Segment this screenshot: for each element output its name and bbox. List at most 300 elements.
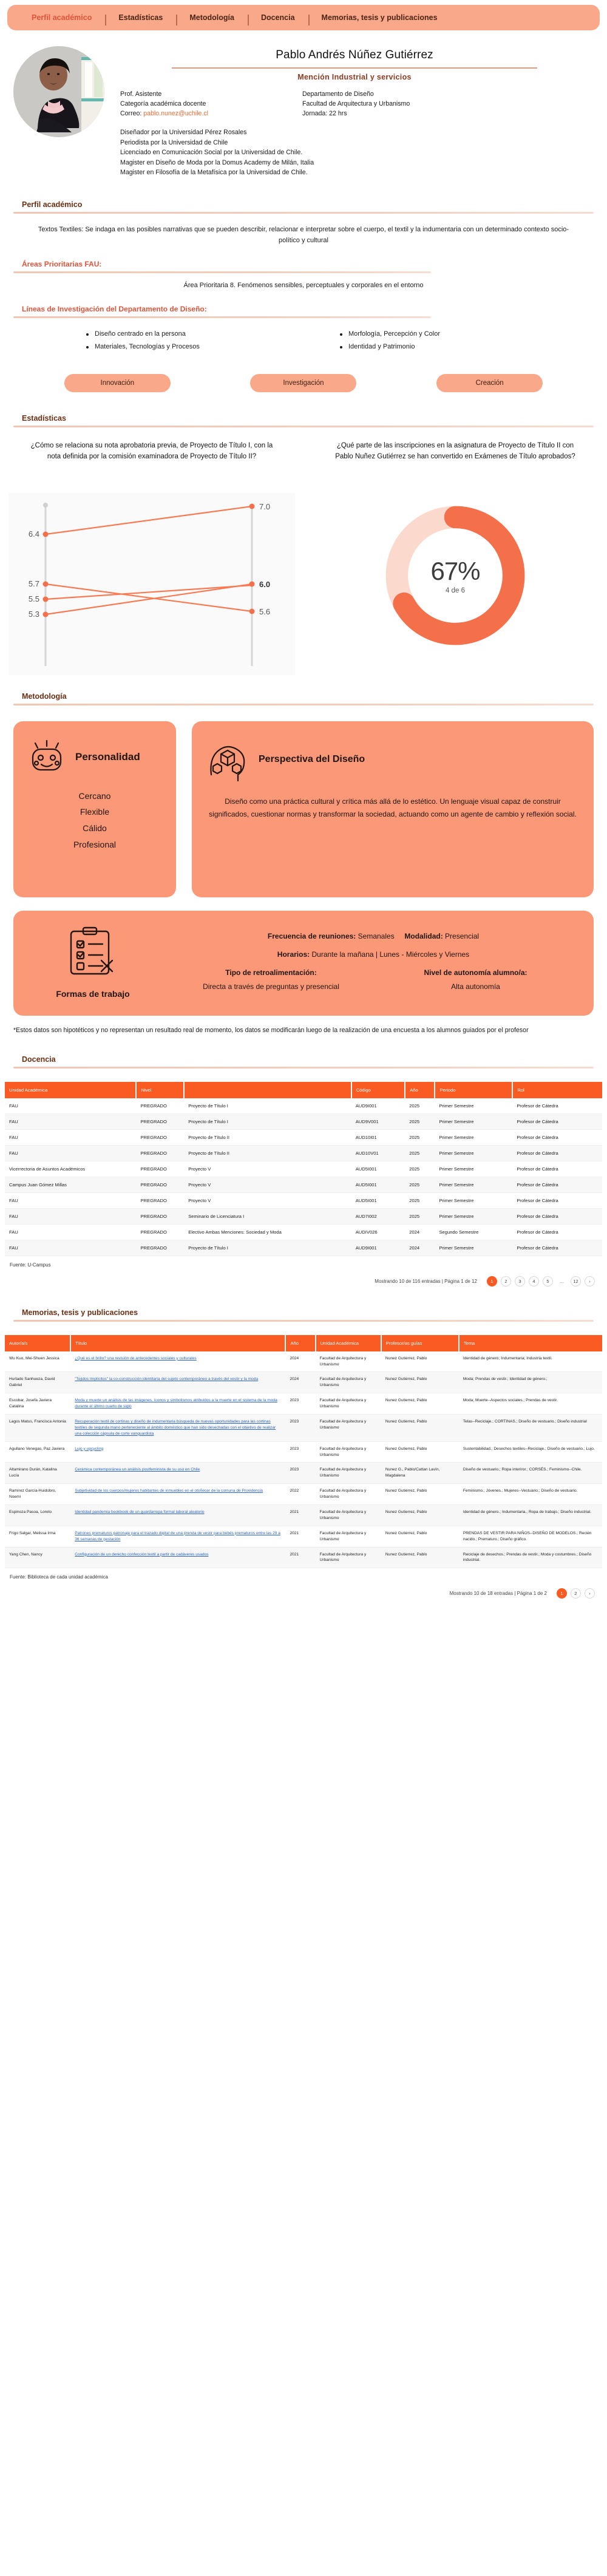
cell-tema: Diseño de vestuario.; Ropa interiror.; CORSÉS.; Feminismo--Chile. — [463, 1467, 582, 1472]
cell-anio: 2023 — [290, 1467, 299, 1472]
page-button-2[interactable]: 2 — [571, 1588, 581, 1599]
memorias-pagination-info: Mostrando 10 de 18 entradas | Página 1 de 2 — [449, 1591, 547, 1597]
autonomia-block — [373, 968, 578, 992]
table-header-row — [5, 1082, 602, 1098]
horarios-value: Durante la mañana | Lunes - Miércoles y Viernes — [311, 950, 470, 959]
table-row[interactable] — [5, 1505, 602, 1526]
section-metodologia — [0, 691, 607, 705]
cell-tema: Identidad de género; Indumentaria; Industria textil. — [463, 1356, 552, 1361]
table-cell: AUD5I001 — [355, 1197, 377, 1203]
personalidad-word: Profesional — [73, 839, 117, 849]
areas-text: Área Prioritaria 8. Fenómenos sensibles, perceptuales y corporales en el entorno — [183, 281, 424, 289]
table-cell: FAU — [9, 1150, 18, 1156]
profile-department: Departamento de Diseño — [302, 90, 374, 98]
nav-tab-memorias[interactable]: Memorias, tesis y publicaciones — [308, 13, 451, 22]
cell-titulo[interactable] — [70, 1526, 285, 1547]
table-cell: Profesor de Cátedra — [517, 1245, 558, 1251]
section-perfil-academico — [0, 199, 607, 214]
section-areas — [0, 260, 607, 289]
cell-tema: Moda; Muerte--Aspectos sociales.; Prendas de vestir. — [463, 1398, 558, 1403]
nav-tab-perfil-academico[interactable]: Perfil académico — [32, 13, 92, 22]
cell-anio: 2023 — [290, 1446, 299, 1451]
table-cell: Primer Semestre — [439, 1197, 474, 1203]
table-cell: PREGRADO — [140, 1245, 167, 1251]
profile-meta — [120, 89, 589, 118]
col-unidad-academica[interactable]: Unidad Académica — [5, 1082, 136, 1098]
horarios-row — [169, 950, 578, 959]
personalidad-word: Flexible — [80, 807, 110, 817]
col-anio[interactable]: Año — [285, 1335, 315, 1351]
card-personalidad-words — [27, 788, 163, 852]
section-rule — [13, 426, 594, 427]
cell-titulo[interactable] — [70, 1351, 285, 1372]
memoria-title-link[interactable]: Recuperación textil de cortinas y diseño de indumentaria búsqueda de nuevas oportunidades para las cortinas textiles de segunda mano perteneciente al ámbito doméstico que han sido desechadas con el objetivo de realizar una colección cápsula de corte vanguardista — [75, 1419, 276, 1436]
cell-titulo[interactable] — [70, 1393, 285, 1415]
table-cell: PREGRADO — [140, 1197, 167, 1203]
col-periodo[interactable]: Periodo — [435, 1082, 512, 1098]
docencia-table-wrap — [5, 1082, 602, 1286]
donut-chart — [312, 478, 599, 673]
cell-titulo[interactable] — [70, 1463, 285, 1484]
bio-line: Diseñador por la Universidad Pérez Rosales — [120, 129, 247, 137]
table-cell: Primer Semestre — [439, 1103, 474, 1109]
cell-autor: Frigo Salgar, Melissa Irma — [9, 1531, 56, 1535]
table-row[interactable] — [5, 1177, 602, 1192]
table-cell: FAU — [9, 1103, 18, 1109]
cell-guias: Nunez Gutierrez, Pablo — [385, 1510, 427, 1515]
cell-anio: 2024 — [290, 1377, 299, 1382]
card-perspectiva-diseno — [192, 721, 594, 897]
table-cell: Profesor de Cátedra — [517, 1134, 558, 1140]
page-button-3[interactable]: 3 — [515, 1276, 525, 1286]
list-item: Morfología, Percepción y Color — [340, 328, 594, 341]
section-estadisticas — [0, 413, 607, 427]
table-cell: Primer Semestre — [439, 1118, 474, 1124]
table-cell: AUD9I001 — [355, 1245, 377, 1251]
table-cell: Profesor de Cátedra — [517, 1197, 558, 1203]
table-cell: Proyecto V — [188, 1197, 211, 1203]
design-perspective-head-icon — [205, 737, 250, 782]
svg-text:5.7: 5.7 — [28, 579, 39, 588]
table-cell: Primer Semestre — [439, 1150, 474, 1156]
avatar-photo — [13, 46, 104, 137]
methodology-note: *Estos datos son hipotéticos y no representan un resultado real de momento, los datos se modificarán luego de la realización de una encuesta a los alumnos guiados por el profesor — [13, 1026, 529, 1034]
cell-guias: Nunez Gutierrez, Pablo — [385, 1531, 427, 1535]
table-cell: 2025 — [409, 1166, 420, 1172]
personality-face-icon — [27, 737, 67, 777]
col-tema[interactable]: Tema — [459, 1335, 602, 1351]
docencia-heading — [13, 1054, 594, 1069]
retroalimentacion-block — [169, 968, 373, 992]
table-row[interactable] — [5, 1463, 602, 1484]
table-cell: Proyecto V — [188, 1166, 211, 1172]
cell-guias: Nunez Gutierrez, Pablo — [385, 1419, 427, 1424]
frecuencia-row — [169, 932, 578, 940]
table-row[interactable] — [5, 1129, 602, 1145]
table-cell: 2025 — [409, 1134, 420, 1140]
lineas-title: Líneas de Investigación del Departamento de Diseño: — [22, 304, 207, 313]
card-personalidad-title: Personalidad — [75, 750, 140, 763]
modalidad-value: Presencial — [445, 931, 480, 940]
table-cell: Segundo Semestre — [439, 1229, 479, 1235]
profile-details — [120, 46, 589, 177]
cell-autor: Altamirano Durán, Katalina Lucía — [9, 1467, 57, 1478]
table-cell: FAU — [9, 1213, 18, 1219]
memorias-heading — [13, 1307, 594, 1322]
email-label: Correo: — [120, 110, 142, 118]
table-cell: Profesor de Cátedra — [517, 1181, 558, 1188]
cell-autor: Ramírez García-Huidobro, Noemi — [9, 1489, 56, 1500]
page-button-2[interactable]: 2 — [501, 1276, 511, 1286]
docencia-source: Fuente: U-Campus — [10, 1262, 51, 1268]
horarios-label: Horarios: — [277, 950, 310, 959]
section-title: Perfil académico — [22, 200, 83, 209]
table-cell: FAU — [9, 1245, 18, 1251]
table-row[interactable] — [5, 1192, 602, 1208]
cell-guias: Nunez Gutierrez, Pablo — [385, 1446, 427, 1451]
bio-line: Magister en Diseño de Moda por la Domus Academy de Milán, Italia — [120, 158, 314, 166]
table-cell: Profesor de Cátedra — [517, 1166, 558, 1172]
slopegraph-svg — [8, 493, 295, 675]
cell-unidad: Facultad de Arquitectura y Urbanismo — [319, 1467, 367, 1478]
table-row[interactable] — [5, 1372, 602, 1393]
perfil-body — [0, 225, 607, 246]
donut-question: ¿Qué parte de las inscripciones en la asignatura de Proyecto de Título II con Pablo Nuñez Gutiérrez se han convertido en Exámenes de Título aprobados? — [335, 441, 575, 460]
table-cell: 2025 — [409, 1213, 420, 1219]
table-row[interactable] — [5, 1393, 602, 1415]
memorias-table — [5, 1335, 602, 1569]
cell-anio: 2022 — [290, 1489, 299, 1494]
col-anio[interactable]: Año — [405, 1082, 435, 1098]
cell-guias: Nunez Gutierrez, Pablo — [385, 1356, 427, 1361]
autonomia-label: Nivel de autonomía alumno/a: — [424, 968, 527, 977]
formas-trabajo-label: Formas de trabajo — [56, 988, 130, 999]
cell-tema: Telas--Reciclaje.; CORTINAS.; Diseño de vestuario.; Diseño industrial — [463, 1419, 587, 1424]
table-cell: PREGRADO — [140, 1166, 167, 1172]
table-cell: Electivo Ambas Menciones: Sociedad y Moda — [188, 1229, 282, 1235]
table-cell: Proyecto de Título I — [188, 1118, 228, 1124]
cell-titulo[interactable] — [70, 1441, 285, 1463]
col-unidad[interactable]: Unidad Académica — [316, 1335, 381, 1351]
col-codigo[interactable]: Código — [351, 1082, 405, 1098]
memorias-thead — [5, 1335, 602, 1351]
perfil-text: Textos Textiles: Se indaga en las posibles narrativas que se pueden describir, relacionar e interpretar sobre el cuerpo, el textil y la indumentaria con un determinado contexto socio-político y cultural — [38, 226, 569, 245]
page-button-1[interactable]: 1 — [557, 1588, 567, 1599]
cell-guias: Nunez G., Pablo/Cattan Lavín, Magdalena — [385, 1467, 440, 1478]
section-title: Memorias, tesis y publicaciones — [22, 1308, 138, 1317]
memoria-title-link[interactable]: "Tejidos Implícitos" la co-construcción identitaria del sujeto contemporáneo a través del vestir y la moda — [75, 1377, 259, 1382]
docencia-thead — [5, 1082, 602, 1098]
svg-text:5.5: 5.5 — [28, 594, 39, 603]
donut-center-labels — [430, 557, 480, 594]
category-pills — [24, 374, 583, 392]
section-title: Metodología — [22, 692, 67, 701]
methodology-cards — [13, 721, 594, 897]
table-row[interactable] — [5, 1547, 602, 1568]
docencia-pagination-info: Mostrando 10 de 116 entradas | Página 1 de 12 — [375, 1278, 477, 1284]
profile-email-row — [120, 109, 302, 118]
lineas-rule — [13, 316, 431, 318]
email-link[interactable]: pablo.nunez@uchile.cl — [143, 110, 209, 118]
table-cell: 2024 — [409, 1245, 420, 1251]
memoria-title-link[interactable]: Identidad pandemia bookbook de un guardarropa formal laboral aleatorio — [75, 1510, 205, 1515]
col-titulo[interactable]: Título — [70, 1335, 285, 1351]
page-button-5[interactable]: 5 — [543, 1276, 553, 1286]
svg-text:7.0: 7.0 — [259, 501, 271, 511]
table-cell: Primer Semestre — [439, 1134, 474, 1140]
table-cell: 2025 — [409, 1118, 420, 1124]
profile-header — [0, 30, 607, 183]
table-cell: Vicerrectoria de Asuntos Académicos — [9, 1166, 86, 1172]
formas-trabajo-split — [169, 968, 578, 992]
page-button-4[interactable]: 4 — [529, 1276, 539, 1286]
table-cell: Profesor de Cátedra — [517, 1150, 558, 1156]
section-rule — [13, 1067, 594, 1069]
profile-rank: Prof. Asistente — [120, 90, 162, 98]
cell-titulo[interactable] — [70, 1415, 285, 1442]
profile-mencion: Mención Industrial y servicios — [297, 73, 412, 81]
table-cell: Primer Semestre — [439, 1245, 474, 1251]
cell-guias: Nunez Gutierrez, Pablo — [385, 1489, 427, 1494]
table-row[interactable] — [5, 1145, 602, 1161]
table-cell: Campus Juan Gómez Millas — [9, 1181, 67, 1188]
memoria-title-link[interactable]: Subjetividad de los cuerpos/mujeres habitantes de inmuebles en el otoñecer de la comuna de Providencia — [75, 1489, 263, 1494]
section-title: Estadísticas — [22, 413, 66, 423]
bio-line: Magister en Filosofía de la Metafísica por la Universidad de Chile. — [120, 168, 308, 176]
table-cell: PREGRADO — [140, 1103, 167, 1109]
table-row[interactable] — [5, 1161, 602, 1177]
section-memorias — [0, 1307, 607, 1322]
cell-autor: Yang Chen, Nancy — [9, 1552, 42, 1557]
cell-autor: Lagos Matus, Francisca Antonia — [9, 1419, 66, 1424]
table-cell: 2024 — [409, 1229, 420, 1235]
card-personalidad-header — [27, 737, 163, 777]
cell-anio: 2024 — [290, 1356, 299, 1361]
col-asignatura[interactable] — [184, 1082, 351, 1098]
docencia-table — [5, 1082, 602, 1256]
col-nivel[interactable]: Nivel — [136, 1082, 184, 1098]
avatar — [13, 46, 104, 137]
cell-tema: Moda; Prendas de vestir.; Identidad de género.; — [463, 1377, 548, 1382]
table-cell: FAU — [9, 1134, 18, 1140]
table-cell: Primer Semestre — [439, 1166, 474, 1172]
cell-tema: Identidad de género.; Indumentaria.; Ropa de trabajo.; Diseño industrial. — [463, 1510, 591, 1515]
table-cell: Proyecto de Título I — [188, 1103, 228, 1109]
lineas-list — [13, 328, 594, 353]
cell-tema: Reciclaje de desechos.; Prendas de vestir.; Moda y costumbres.; Diseño industrial. — [463, 1552, 592, 1563]
title-divider — [172, 67, 537, 69]
cell-unidad: Facultad de Arquitectura y Urbanismo — [319, 1489, 367, 1500]
cell-titulo[interactable] — [70, 1484, 285, 1505]
cell-autor: Wu Kuo, Mei-Shuen Jessica — [9, 1356, 59, 1361]
table-cell: Proyecto de Título I — [188, 1245, 228, 1251]
cell-guias: Nunez Gutierrez, Pablo — [385, 1377, 427, 1382]
cell-autor: Escobar, Josefa Javiera Catalina — [9, 1398, 52, 1409]
clipboard-checklist-icon — [64, 925, 122, 980]
profile-hours: Jornada: 22 hrs — [302, 110, 347, 118]
areas-title: Áreas Prioritarias FAU: — [22, 259, 102, 268]
slopegraph-question: ¿Cómo se relaciona su nota aprobatoria previa, de Proyecto de Título I, con la nota definida por la comisión examinadora de Proyecto de Título II? — [30, 441, 273, 460]
memoria-title-link[interactable]: ¿Qué es el brillo? una revisión de antecedentes sociales y culturales — [75, 1356, 197, 1361]
memoria-title-link[interactable]: Cerámica contemporánea un análisis postfeminista de su uso en Chile — [75, 1467, 200, 1472]
table-cell: AUD9I001 — [355, 1103, 377, 1109]
section-rule — [13, 212, 594, 214]
list-item: Materiales, Tecnologías y Procesos — [86, 341, 340, 353]
table-row[interactable] — [5, 1415, 602, 1442]
cell-anio: 2023 — [290, 1419, 299, 1424]
nav-tab-docencia[interactable]: Docencia — [248, 13, 308, 22]
slopegraph-chart — [8, 493, 295, 675]
table-cell: AUD7I002 — [355, 1213, 377, 1219]
profile-rank-caption: Categoría académica docente — [120, 100, 206, 108]
next-page-button[interactable]: › — [585, 1276, 595, 1286]
cell-titulo[interactable] — [70, 1372, 285, 1393]
table-cell: Seminario de Licenciatura I — [188, 1213, 245, 1219]
table-cell: AUD10V01 — [355, 1150, 379, 1156]
svg-text:6.4: 6.4 — [28, 529, 39, 539]
table-row[interactable] — [5, 1484, 602, 1505]
cell-unidad: Facultad de Arquitectura y Urbanismo — [319, 1552, 367, 1563]
cell-autor: Espinoza Pasoa, Loreto — [9, 1510, 52, 1515]
page-ellipsis: … — [557, 1276, 567, 1286]
svg-text:5.3: 5.3 — [28, 609, 39, 619]
page-button-12[interactable]: 12 — [571, 1276, 581, 1286]
docencia-pagination — [5, 1276, 595, 1286]
pill-innovacion[interactable]: Innovación — [64, 374, 171, 392]
donut-panel — [304, 441, 607, 675]
table-cell: AUD5I001 — [355, 1166, 377, 1172]
card-perspectiva-text: Diseño como una práctica cultural y crítica más allá de lo estético. Un lenguaje visual capaz de construir significados, cuestionar normas y transformar la sociedad, actuando como un agente de cambio y reflexión social. — [209, 797, 577, 818]
cell-unidad: Facultad de Arquitectura y Urbanismo — [319, 1377, 367, 1388]
nav-tab-metodologia[interactable]: Metodología — [176, 13, 248, 22]
cell-titulo[interactable] — [70, 1547, 285, 1568]
table-cell: Proyecto de Título II — [188, 1134, 230, 1140]
memorias-source: Fuente: Biblioteca de cada unidad académica — [10, 1574, 108, 1580]
memoria-title-link[interactable]: Patrones prematuros patronaje para el trazado digital de una prenda de vestir para bebés prematuros entre las 29 a 36 semanas de gestación — [75, 1531, 280, 1541]
memoria-title-link[interactable]: Lujo y upcycling — [75, 1446, 104, 1451]
table-cell: PREGRADO — [140, 1181, 167, 1188]
cell-titulo[interactable] — [70, 1505, 285, 1526]
section-title: Docencia — [22, 1055, 56, 1064]
table-cell: 2025 — [409, 1103, 420, 1109]
frecuencia-label: Frecuencia de reuniones: — [267, 931, 356, 940]
table-cell: 2025 — [409, 1197, 420, 1203]
formas-trabajo-right — [169, 932, 578, 992]
cell-tema: Sustentabilidad.; Desechos textiles--Reciclaje.; Diseño de vestuario.; Lujo. — [463, 1446, 595, 1451]
cell-tema: PRENDAS DE VESTIR PARA NIÑOS--DISEÑO DE MODELOS.; Recién nacido.; Prematuro.; Diseño gráfico. — [463, 1531, 592, 1541]
table-cell: AUDIV026 — [355, 1229, 378, 1235]
bio-line: Licenciado en Comunicación Social por la Universidad de Chile. — [120, 149, 303, 157]
main-navigation — [7, 5, 600, 30]
table-cell: Proyecto de Título II — [188, 1150, 230, 1156]
memorias-table-wrap — [5, 1335, 602, 1599]
table-cell: 2025 — [409, 1181, 420, 1188]
memorias-tbody — [5, 1351, 602, 1568]
cell-guias: Nunez Gutierrez, Pablo — [385, 1552, 427, 1557]
modalidad-label: Modalidad: — [404, 931, 443, 940]
pill-creacion[interactable]: Creación — [436, 374, 543, 392]
table-row[interactable] — [5, 1098, 602, 1114]
formas-trabajo-left — [29, 925, 157, 999]
cell-anio: 2023 — [290, 1398, 299, 1403]
pill-investigacion[interactable]: Investigación — [250, 374, 356, 392]
table-cell: AUD9V001 — [355, 1118, 379, 1124]
page-button-1[interactable]: 1 — [487, 1276, 497, 1286]
docencia-tbody — [5, 1098, 602, 1256]
section-docencia — [0, 1054, 607, 1069]
memoria-title-link[interactable]: Configuración de un derecho confección textil a partir de cadáveres usados — [75, 1552, 209, 1557]
slopegraph-panel — [0, 441, 304, 675]
table-cell: PREGRADO — [140, 1229, 167, 1235]
cell-autor: Hurtado Sanhueza, David Gabriel — [9, 1377, 55, 1388]
table-cell: FAU — [9, 1229, 18, 1235]
cell-unidad: Facultad de Arquitectura y Urbanismo — [319, 1531, 367, 1541]
table-cell: Profesor de Cátedra — [517, 1213, 558, 1219]
col-rol[interactable]: Rol — [512, 1082, 602, 1098]
table-header-row — [5, 1335, 602, 1351]
memoria-title-link[interactable]: Moda y muerte un análisis de las imágenes, íconos y simbolismos atribuidos a la muerte en el sistema de la moda durante el último cuarto de siglo — [75, 1398, 277, 1409]
next-page-button[interactable]: › — [585, 1588, 595, 1599]
table-cell: AUD10I01 — [355, 1134, 377, 1140]
list-item: Diseño centrado en la persona — [86, 328, 340, 341]
table-cell: PREGRADO — [140, 1213, 167, 1219]
personalidad-word: Cálido — [83, 823, 107, 833]
page-root — [0, 5, 607, 1623]
svg-text:6.0: 6.0 — [259, 579, 271, 589]
card-formas-de-trabajo — [13, 911, 594, 1016]
cell-autor: Agullano Venegas, Paz Javiera — [9, 1446, 65, 1451]
table-cell: Profesor de Cátedra — [517, 1118, 558, 1124]
table-row[interactable] — [5, 1441, 602, 1463]
table-cell: PREGRADO — [140, 1150, 167, 1156]
section-lineas — [0, 305, 607, 353]
cell-unidad: Facultad de Arquitectura y Urbanismo — [319, 1356, 367, 1367]
table-cell: FAU — [9, 1118, 18, 1124]
table-cell: FAU — [9, 1197, 18, 1203]
memorias-pagination — [5, 1588, 595, 1599]
table-row[interactable] — [5, 1351, 602, 1372]
retroalimentacion-label: Tipo de retroalimentación: — [225, 968, 317, 977]
col-guias[interactable]: Profesor/as guías — [381, 1335, 459, 1351]
retroalimentacion-value: Directa a través de preguntas y presencial — [203, 982, 339, 991]
section-rule — [13, 1320, 594, 1322]
table-cell: Primer Semestre — [439, 1181, 474, 1188]
personalidad-word: Cercano — [78, 790, 111, 801]
cell-unidad: Facultad de Arquitectura y Urbanismo — [319, 1446, 367, 1457]
table-cell: Primer Semestre — [439, 1213, 474, 1219]
col-autor[interactable]: Autor/a/s — [5, 1335, 70, 1351]
table-cell: AUD5I001 — [355, 1181, 377, 1188]
cell-anio: 2021 — [290, 1510, 299, 1515]
table-cell: Profesor de Cátedra — [517, 1103, 558, 1109]
table-row[interactable] — [5, 1240, 602, 1256]
page-title: Pablo Andrés Núñez Gutiérrez — [276, 49, 433, 61]
table-row[interactable] — [5, 1113, 602, 1129]
autonomia-value: Alta autonomía — [451, 982, 500, 991]
statistics-charts — [0, 441, 607, 675]
section-rule — [13, 704, 594, 705]
nav-tab-estadisticas[interactable]: Estadísticas — [105, 13, 176, 22]
table-cell: Proyecto V — [188, 1181, 211, 1188]
table-row[interactable] — [5, 1224, 602, 1240]
svg-text:5.6: 5.6 — [259, 607, 271, 616]
card-perspectiva-header — [205, 737, 580, 782]
table-row[interactable] — [5, 1526, 602, 1547]
table-cell: 2025 — [409, 1150, 420, 1156]
table-row[interactable] — [5, 1208, 602, 1224]
frecuencia-value: Semanales — [358, 931, 395, 940]
card-perspectiva-title: Perspectiva del Diseño — [259, 754, 365, 765]
